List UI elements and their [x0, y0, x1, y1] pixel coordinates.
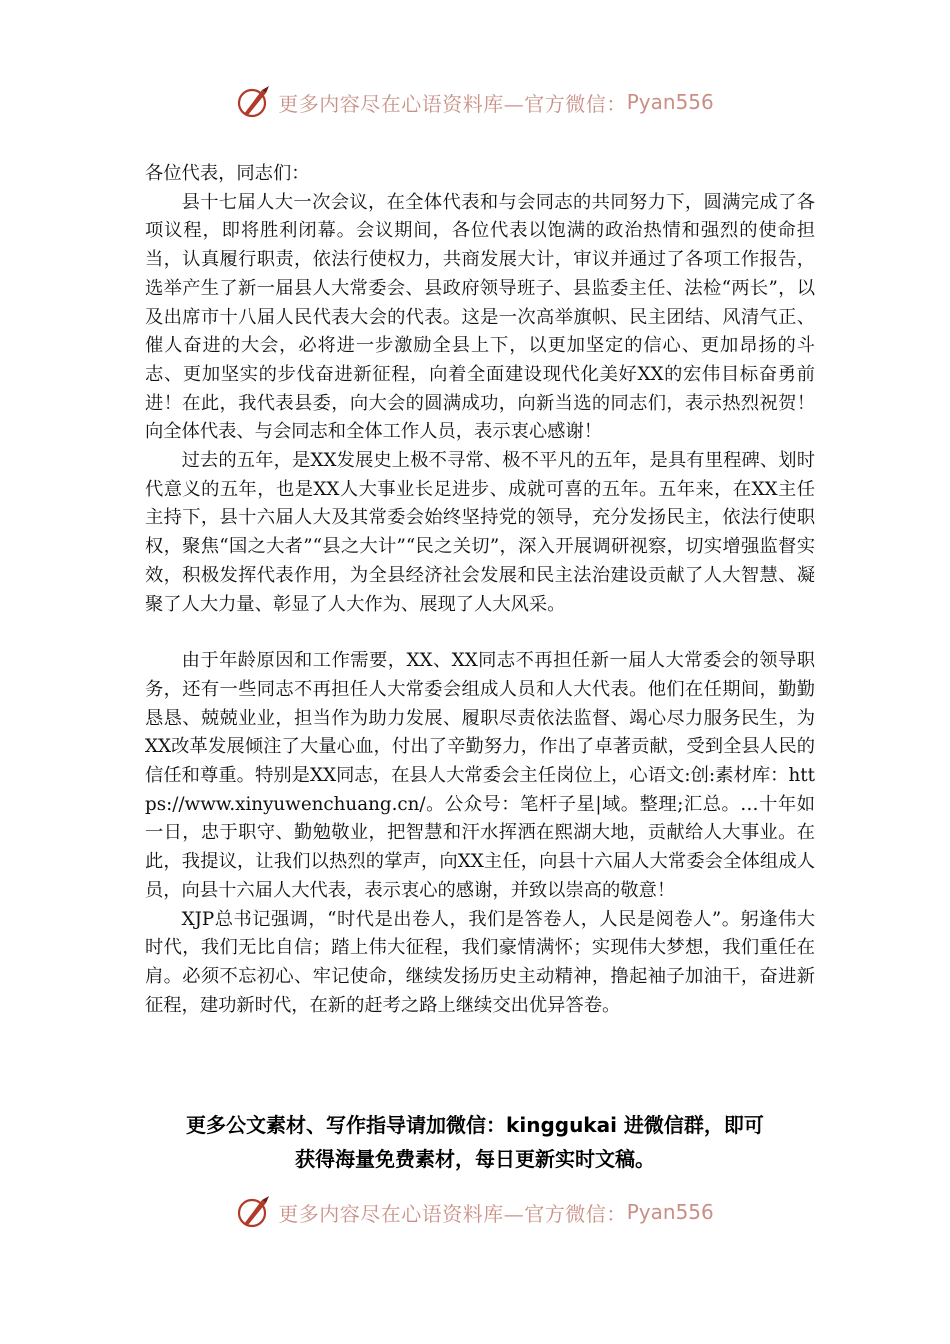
greeting: 各位代表，同志们： [145, 163, 310, 184]
footer-banner-id: Pyan556 [626, 1200, 714, 1224]
quill-pen-icon [236, 84, 272, 120]
quill-pen-icon [236, 1194, 272, 1230]
paragraph-3: 由于年龄原因和工作需要，XX、XX同志不再担任新一届人大常委会的领导职务，还有一些同志不再担任人大常委会组成人员和人大代表。他们在任期间，勤勤恳恳、兢兢业业，担当作为助力发展、履职尽责依法监督、竭心尽力服务民生，为XX改革发展倾注了大量心血，付出了辛勤努力，作出了卓著贡献，受到全县人民的信任和尊重。特别是XX同志，在县人大常委会主任岗位上，心语文:创:素材库：https://www.xinyuwenchuang.cn/。公众号：笔杆子星|域。整理;汇总。…十年如一日，忠于职守、勤勉敬业，把智慧和汗水挥洒在熙湖大地，贡献给人大事业。在此，我提议，让我们以热烈的掌声，向XX主任，向县十六届人大常委会全体组成人员，向县十六届人大代表，表示衷心的感谢，并致以崇高的敬意！ [145, 650, 815, 901]
header-banner-id: Pyan556 [626, 90, 714, 114]
footer-banner [0, 1192, 950, 1232]
footer-banner-text: 更多内容尽在心语资料库—官方微信： [278, 1201, 627, 1226]
paragraph-1: 县十七届人大一次会议，在全体代表和与会同志的共同努力下，圆满完成了各项议程，即将胜利闭幕。会议期间，各位代表以饱满的政治热情和强烈的使命担当，认真履行职责，依法行使权力，共商发展大计，审议并通过了各项工作报告，选举产生了新一届县人大常委会、县政府领导班子、县监委主任、法检“两长”，以及出席市十八届人民代表大会的代表。这是一次高举旗帜、民主团结、风清气正、催人奋进的大会，必将进一步激励全县上下，以更加坚定的信心、更加昂扬的斗志、更加坚实的步伐奋进新征程，向着全面建设现代化美好XX的宏伟目标奋勇前进！在此，我代表县委，向大会的圆满成功，向新当选的同志们，表示热烈祝贺！向全体代表、与会同志和全体工作人员，表示衷心感谢！ [145, 191, 815, 443]
paragraph-4: XJP总书记强调，“时代是出卷人，我们是答卷人，人民是阅卷人”。躬逢伟大时代，我们无比自信；踏上伟大征程，我们豪情满怀；实现伟大梦想，我们重任在肩。必须不忘初心、牢记使命，继续发扬历史主动精神，撸起袖子加油干，奋进新征程，建功新时代，在新的赶考之路上继续交出优异答卷。 [145, 908, 815, 1016]
promo-line-1: 更多公文素材、写作指导请加微信：kinggukai 进微信群，即可 [186, 1113, 764, 1137]
header-banner-text: 更多内容尽在心语资料库—官方微信： [278, 91, 627, 116]
promo-line-2: 获得海量免费素材，每日更新实时文稿。 [295, 1147, 655, 1171]
document-body [145, 160, 815, 1020]
paragraph-2: 过去的五年，是XX发展史上极不寻常、极不平凡的五年，是具有里程碑、划时代意义的五年，也是XX人大事业长足进步、成就可喜的五年。五年来，在XX主任主持下，县十六届人大及其常委会始终坚持党的领导，充分发扬民主，依法行使职权，聚焦“国之大者”“县之大计”“民之关切”，深入开展调研视察，切实增强监督实效，积极发挥代表作用，为全县经济社会发展和民主法治建设贡献了人大智慧、凝聚了人大力量、彰显了人大作为、展现了人大风采。 [145, 450, 815, 615]
promo-notice [140, 1108, 810, 1176]
header-banner [0, 82, 950, 122]
